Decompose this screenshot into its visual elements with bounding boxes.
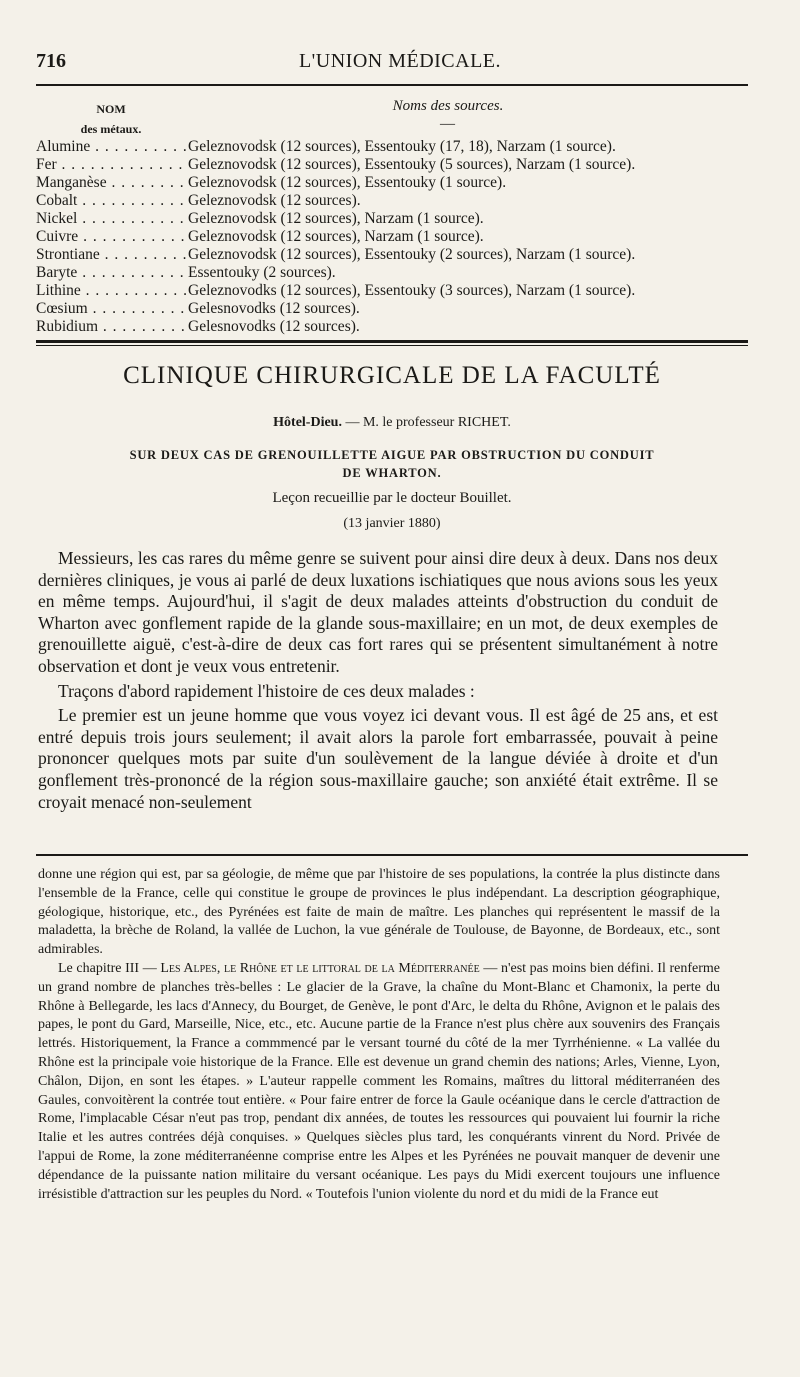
page-header <box>36 50 764 78</box>
journal-title: L'UNION MÉDICALE. <box>298 50 502 72</box>
metal-name: Baryte . . . <box>36 264 186 282</box>
metal-name: Cœsium . . . <box>36 300 186 318</box>
feuilleton-rule <box>36 854 748 856</box>
article-paragraph: Le premier est un jeune homme que vous voyez ici devant vous. Il est âgé de 25 ans, et est entré depuis trois jours seulement; il avait alors la parole fort embarrassée, pouvait à peine prononcer quelques mots par suite d'un soulèvement de la langue déviée à droite et d'un gonflement très-prononcé de la région sous-maxillaire gauche; son anxiété était extrême. Il se croyait menacé non-seulement <box>38 705 718 812</box>
source-list: Geleznovodsk (12 sources), Essentouky (2 sources), Narzam (1 source). <box>188 246 636 263</box>
table-header-metal-line1: NOM <box>96 102 126 116</box>
feuilleton-paragraph <box>38 960 720 1204</box>
lecture-date: (13 janvier 1880) <box>343 516 441 531</box>
source-list: Essentouky (2 sources). <box>188 264 336 281</box>
metal-name: Fer . . . <box>36 156 186 174</box>
table-row <box>36 300 756 318</box>
metal-name: Lithine . . . <box>36 282 186 300</box>
source-list: Geleznovodsk (12 sources), Essentouky (5 sources), Narzam (1 source). <box>188 156 636 173</box>
section-rule-thin <box>36 345 748 346</box>
feuilleton-paragraph: donne une région qui est, par sa géologie, de même que par l'histoire de ses populations, la contrée la plus distincte dans l'ensemble de la France, celle qui constitue le groupe de provinces le plus indépendant. La description géographique, géologique, historique, etc., des Pyrénées est faite de main de maître. Les planches qui représentent le massif de la maladetta, la brèche de Roland, la vallée de Luchon, la vue générale de Toulouse, de Bayonne, de Bordeaux, etc., sont admirables. <box>38 867 720 958</box>
section-rule-thick <box>36 340 748 343</box>
table-row <box>36 192 756 210</box>
chapter-prefix: Le chapitre III — <box>58 960 161 976</box>
table-header-sources: Noms des sources. <box>392 98 504 114</box>
metal-name: Strontiane . . . <box>36 246 186 264</box>
hospital-name: Hôtel-Dieu. <box>273 415 342 430</box>
lecture-subject <box>56 446 728 482</box>
article-paragraph: Messieurs, les cas rares du même genre se suivent pour ainsi dire deux à deux. Dans nos deux dernières cliniques, je vous ai parlé de deux luxations ischiatiques que nous avions sous les yeux en même temps. Aujourd'hui, il s'agit de deux malades atteints d'obstruction du conduit de Wharton avec gonflement rapide de la glande sous-maxillaire; en un mot, de deux exemples de grenouillette aiguë, c'est-à-dire de deux cas fort rares qui se présentent simultanément à notre observation et dont je veux vous entretenir. <box>38 548 718 676</box>
table-header-metal-line2: des métaux. <box>80 122 142 136</box>
metal-name: Cuivre . . . <box>36 228 186 246</box>
table-row <box>36 156 756 174</box>
table-row <box>36 138 756 156</box>
article-body <box>38 548 718 813</box>
table-header-metal <box>36 100 186 138</box>
metal-name: Alumine . . . <box>36 138 186 156</box>
source-list: Geleznovodsk (12 sources), Narzam (1 source). <box>188 210 484 227</box>
metal-name: Manganèse . . . <box>36 174 186 192</box>
table-row <box>36 228 756 246</box>
page-number: 716 <box>36 50 66 72</box>
section-title: CLINIQUE CHIRURGICALE DE LA FACULTÉ <box>123 362 661 389</box>
table-row <box>36 210 756 228</box>
hospital-line <box>36 415 748 431</box>
mineral-table <box>36 138 756 336</box>
source-list: Gelesnovodks (12 sources). <box>188 318 360 335</box>
chapter-title: Les Alpes, le Rhône et le littoral de la Méditerranée <box>160 960 480 976</box>
lecture-subject-line2: DE WHARTON. <box>342 466 442 480</box>
table-header-dash: — <box>440 116 455 132</box>
lecture-credit: Leçon recueillie par le docteur Bouillet. <box>272 490 512 506</box>
source-list: Geleznovodsk (12 sources), Essentouky (1 source). <box>188 174 507 191</box>
feuilleton-paragraph-rest: — n'est pas moins bien défini. Il renferme un grand nombre de planches très-belles : Le glacier de la Grave, la chaîne du Mont-Blanc et Chamonix, la perte du Rhône à Bellegarde, les lacs d'Annecy, du Bourget, de Genève, le pont d'Arc, le delta du Rhône, Avignon et le palais des papes, le pont du Gard, Marseille, Nice, etc., etc. Aucune partie de la France n'est plus chère aux souvenirs des Français lettrés. Historiquement, la France a commmencé par le versant tourné du côté de la mer Tyrrhénienne. « La vallée du Rhône est la principale voie historique de la France. Elle est devenue un grand chemin des nations; Arles, Vienne, Lyon, Châlon, Dijon, en sont les étapes. » L'auteur rappelle comment les Romains, maîtres du littoral méditerranéen des Gaules, convoitèrent la contrée tout entière. « Pour faire entrer de force la Gaule océanique dans le cercle d'attraction de Rome, l'implacable César n'eut pas trop, pendant dix années, de toutes les ressources qui pouvaient lui fournir la riche Italie et les autres contrées déjà conquises. » Quelques siècles plus tard, les conquérants vinrent du Nord. Privée de l'appui de Rome, la zone méditerranéenne comprise entre les Alpes et les Pyrénées ne pouvait manquer de devenir une dépendance de la puissante nation militaire du versant océanique. Les pays du Midi exercent toujours une influence irrésistible d'attraction sur les peuples du Nord. « Toutefois l'union violente du nord et du midi de la France eut <box>38 960 721 1202</box>
lecture-subject-line1: SUR DEUX CAS DE GRENOUILLETTE AIGUE PAR OBSTRUCTION DU CONDUIT <box>129 448 655 462</box>
metal-name: Rubidium . . . <box>36 318 186 336</box>
metal-name: Cobalt . . . <box>36 192 186 210</box>
article-paragraph: Traçons d'abord rapidement l'histoire de ces deux malades : <box>58 680 475 701</box>
table-row <box>36 264 756 282</box>
source-list: Gelesnovodks (12 sources). <box>188 300 360 317</box>
feuilleton-body <box>38 866 720 1204</box>
table-row <box>36 282 756 300</box>
table-row <box>36 174 756 192</box>
source-list: Geleznovodsk (12 sources), Essentouky (17, 18), Narzam (1 source). <box>188 138 616 155</box>
source-list: Geleznovodks (12 sources), Essentouky (3 sources), Narzam (1 source). <box>188 282 636 299</box>
professor-name: — M. le professeur RICHET. <box>341 415 511 430</box>
header-rule <box>36 84 748 86</box>
source-list: Geleznovodsk (12 sources), Narzam (1 source). <box>188 228 484 245</box>
table-row <box>36 246 756 264</box>
metal-name: Nickel . . . <box>36 210 186 228</box>
table-row <box>36 318 756 336</box>
source-list: Geleznovodsk (12 sources). <box>188 192 361 209</box>
